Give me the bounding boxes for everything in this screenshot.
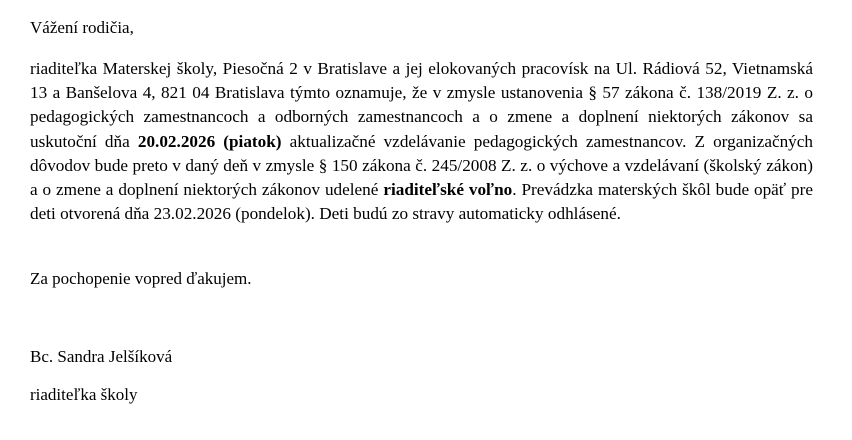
body-text-part-2: aktualizačné vzdelávanie pedagogických zamestnancov. Z organizačných dôvodov bude preto v daný deň v zmysle § 150 zákona č. 245/2008 Z. z. o výchove a vzdelávaní (školský zákon) a o zmene a doplnení niektorých zákonov udelené (30, 131, 813, 200)
signature-title: riaditeľka školy (30, 385, 138, 404)
principal-leave-term: riaditeľské voľno (383, 180, 513, 200)
letter-greeting: Vážení rodičia, (30, 18, 134, 37)
event-date: 20.02.2026 (piatok) (137, 131, 282, 151)
letter-thanks: Za pochopenie vopred ďakujem. (30, 269, 252, 288)
signature-name: Bc. Sandra Jelšíková (30, 347, 173, 366)
body-text-part-1: riaditeľka Materskej školy, Piesočná 2 v Bratislave a jej elokovaných pracovísk na Ul. Rádiová 52, Vietnamská 13 a Banšelova 4, 821 04 Bratislava týmto oznamuje, že v zmysle ustanovenia § 57 zákona č. 138/2019 Z. z. o pedagogických zamestnancoch a odborných zamestnancoch a o zmene a doplnení niektorých zákonov sa uskutoční dňa (30, 59, 813, 151)
body-text-part-3: . Prevádzka materských škôl bude opäť pre deti otvorená dňa 23.02.2026 (pondelok). Deti budú zo stravy automaticky odhlásené. (30, 180, 814, 224)
letter-body (30, 57, 813, 226)
